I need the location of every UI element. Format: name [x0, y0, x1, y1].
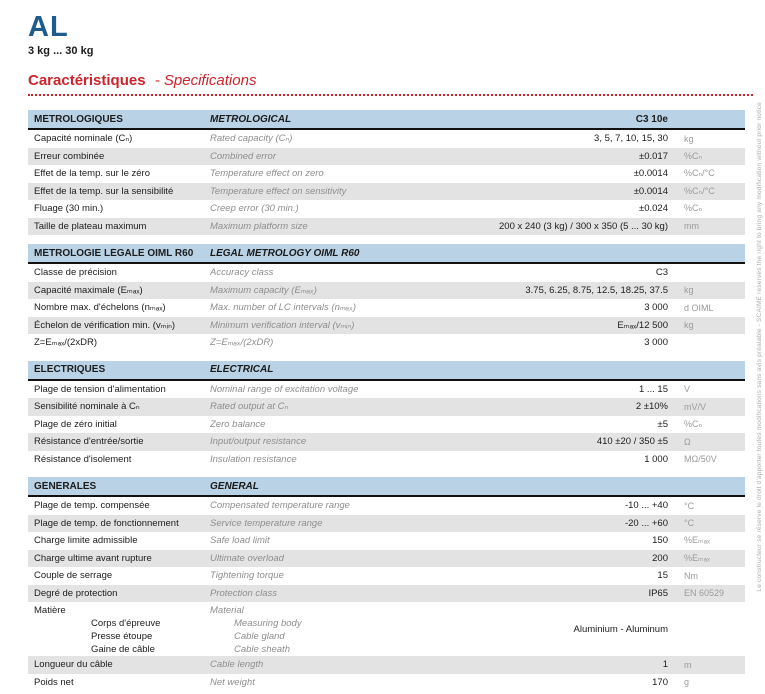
row-label-fr: Échelon de vérification min. (vₘᵢₙ) [34, 319, 176, 331]
row-label-en: Service temperature range [210, 517, 323, 529]
row-label-fr: Fluage (30 min.) [34, 203, 104, 215]
table-row [28, 218, 745, 236]
row-label-en-cell [210, 284, 435, 297]
row-label-en: Rated output at Cₙ [210, 401, 289, 413]
table-row [28, 200, 745, 218]
row-label-en-cell [210, 499, 435, 512]
row-label-fr-cell [28, 418, 210, 431]
row-label-fr-cell [28, 319, 210, 332]
row-sublabel-en: Measuring body [234, 618, 302, 629]
row-label-fr-cell [28, 150, 210, 163]
table-row [28, 433, 745, 451]
row-label-en: Input/output resistance [210, 436, 307, 448]
row-unit: °C [684, 518, 695, 529]
row-label-en: Temperature effect on sensitivity [210, 185, 347, 197]
table-row [28, 567, 745, 585]
row-value: 3.75, 6.25, 8.75, 12.5, 18.25, 37.5 [525, 284, 668, 296]
row-unit: MΩ/50V [684, 454, 717, 465]
row-label-fr-cell [28, 602, 210, 656]
row-label-en-cell [210, 435, 435, 448]
section-header-row [28, 244, 745, 264]
row-unit: %Cₙ [684, 203, 703, 214]
section-title-en: METROLOGICAL [210, 113, 292, 125]
row-value: C3 [655, 267, 668, 279]
row-value: 15 [657, 570, 668, 582]
row-label-fr: Classe de précision [34, 267, 117, 279]
row-value: ±0.0014 [633, 185, 668, 197]
row-unit: d OIML [684, 302, 714, 313]
row-value: 410 ±20 / 350 ±5 [596, 436, 668, 448]
row-label-fr: Couple de serrage [34, 570, 113, 582]
row-unit: kg [684, 320, 694, 331]
row-value: 200 x 240 (3 kg) / 300 x 350 (5 ... 30 kg) [499, 220, 668, 232]
section-title-en: LEGAL METROLOGY OIML R60 [210, 247, 360, 259]
row-label-fr-cell [28, 383, 210, 396]
row-label-en: Rated capacity (Cₙ) [210, 133, 293, 145]
specifications-heading-en: - Specifications [154, 72, 257, 89]
table-row [28, 550, 745, 568]
row-label-en: Zero balance [210, 418, 266, 430]
table-row [28, 674, 745, 692]
row-label-fr-cell [28, 220, 210, 233]
row-label-en: Protection class [210, 587, 278, 599]
row-value: 3 000 [644, 337, 668, 349]
row-label-en-cell [210, 319, 435, 332]
row-label-en: Cable length [210, 659, 264, 671]
row-sublabel-fr: Gaine de câble [91, 644, 155, 655]
row-unit: kg [684, 285, 694, 296]
row-label-en: Combined error [210, 150, 276, 162]
table-row [28, 148, 745, 166]
spec-section [28, 477, 745, 691]
row-value: 150 [652, 535, 668, 547]
row-label-fr-cell [28, 676, 210, 689]
row-label-en: Minimum verification interval (vₘᵢₙ) [210, 319, 355, 331]
row-unit: V [684, 384, 691, 395]
row-sublabel-fr: Corps d'épreuve [91, 618, 161, 629]
row-label-en-cell [210, 602, 435, 656]
table-row [28, 165, 745, 183]
row-label-en: Maximum capacity (Eₘₐₓ) [210, 284, 317, 296]
row-value: ±5 [657, 418, 668, 430]
row-label-en-cell [210, 658, 435, 671]
row-label-fr: Capacité nominale (Cₙ) [34, 133, 133, 145]
row-label-en: Material [210, 605, 244, 616]
row-label-en-cell [210, 202, 435, 215]
row-label-en-cell [210, 418, 435, 431]
row-label-fr: Matière [34, 605, 66, 616]
row-value: 2 ±10% [635, 401, 668, 413]
spec-section [28, 110, 745, 235]
row-label-fr-cell [28, 301, 210, 314]
row-label-en-cell [210, 220, 435, 233]
row-unit: Nm [684, 570, 698, 581]
section-title-fr: MÉTROLOGIE LÉGALE OIML R60 [34, 247, 194, 259]
row-label-fr-cell [28, 517, 210, 530]
row-label-en-cell [210, 569, 435, 582]
row-label-en: Tightening torque [210, 570, 284, 582]
row-unit: %Cₙ/°C [684, 185, 715, 196]
row-sublabel-fr: Presse étoupe [91, 631, 153, 642]
table-row [28, 282, 745, 300]
row-label-fr: Charge ultime avant rupture [34, 552, 152, 564]
section-header-value: C3 10e [635, 113, 668, 125]
table-row [28, 497, 745, 515]
row-label-fr: Poids net [34, 676, 74, 688]
row-label-fr-cell [28, 266, 210, 279]
row-label-fr-cell [28, 658, 210, 671]
row-label-fr-cell [28, 185, 210, 198]
row-unit: m [684, 659, 692, 670]
table-row [28, 602, 745, 656]
section-title-fr: GÉNÉRALES [34, 480, 97, 492]
row-label-fr: Plage de tension d'alimentation [34, 383, 166, 395]
row-label-fr: Effet de la temp. sur la sensibilité [34, 185, 174, 197]
row-label-fr-cell [28, 202, 210, 215]
table-row [28, 264, 745, 282]
row-label-fr-cell [28, 534, 210, 547]
row-label-en: Safe load limit [210, 535, 270, 547]
row-label-fr: Sensibilité nominale à Cₙ [34, 401, 140, 413]
side-note: Le constructeur se réserve le droit d'apporter toutes modifications sans avis préalable - SCAIME reserves the right to bring any modification without prior notice [756, 102, 763, 592]
row-label-en: Net weight [210, 676, 255, 688]
row-label-fr-cell [28, 284, 210, 297]
row-label-fr-cell [28, 400, 210, 413]
row-label-en-cell [210, 167, 435, 180]
row-unit: mm [684, 221, 699, 232]
row-label-en-cell [210, 453, 435, 466]
table-row [28, 381, 745, 399]
row-value: Eₘₐₓ/12 500 [617, 319, 668, 331]
row-label-fr: Nombre max. d'échelons (nₘₐₓ) [34, 302, 166, 314]
spec-section [28, 244, 745, 352]
row-label-en-cell [210, 552, 435, 565]
table-row [28, 130, 745, 148]
row-value: 200 [652, 552, 668, 564]
capacity-range: 3 kg ... 30 kg [28, 45, 94, 57]
row-label-en: Nominal range of excitation voltage [210, 383, 359, 395]
row-value: -10 ... +40 [624, 500, 668, 512]
section-title-fr: MÉTROLOGIQUES [34, 113, 123, 125]
row-label-fr: Capacité maximale (Eₘₐₓ) [34, 284, 143, 296]
table-row [28, 317, 745, 335]
row-label-fr: Effet de la temp. sur le zéro [34, 168, 150, 180]
row-value: 3, 5, 7, 10, 15, 30 [594, 133, 668, 145]
table-row [28, 656, 745, 674]
row-label-fr: Plage de temp. compensée [34, 500, 150, 512]
row-label-fr: Plage de temp. de fonctionnement [34, 517, 179, 529]
section-title-en: ELECTRICAL [210, 364, 274, 375]
row-label-fr-cell [28, 132, 210, 145]
row-value: ±0.024 [639, 203, 668, 215]
row-value: ±0.0014 [633, 168, 668, 180]
table-row [28, 334, 745, 352]
row-label-en: Compensated temperature range [210, 500, 350, 512]
row-label-fr: Erreur combinée [34, 150, 105, 162]
row-label-fr: Résistance d'entrée/sortie [34, 436, 144, 448]
row-label-fr-cell [28, 569, 210, 582]
row-label-fr: Degré de protection [34, 587, 118, 599]
row-label-fr-cell [28, 167, 210, 180]
row-value: 1 000 [644, 453, 668, 465]
row-label-fr: Z=Eₘₐₓ/(2xDR) [34, 337, 97, 349]
section-title-fr: ÉLECTRIQUES [34, 364, 106, 375]
row-unit: %Cₙ [684, 150, 703, 161]
specifications-heading-fr: Caractéristiques [28, 72, 146, 89]
row-unit: %Eₘₐₓ [684, 552, 710, 563]
page-header [0, 0, 765, 57]
row-value: ±0.017 [639, 150, 668, 162]
row-label-en-cell [210, 534, 435, 547]
row-unit: kg [684, 133, 694, 144]
row-label-en: Creep error (30 min.) [210, 203, 299, 215]
row-value: 3 000 [644, 302, 668, 314]
row-unit: %Cₙ/°C [684, 168, 715, 179]
table-row [28, 398, 745, 416]
row-label-fr-cell [28, 336, 210, 349]
row-value: IP65 [648, 587, 668, 599]
table-row [28, 515, 745, 533]
row-label-en: Temperature effect on zero [210, 168, 324, 180]
row-unit: EN 60529 [684, 588, 725, 599]
row-unit: mV/V [684, 401, 707, 412]
table-row [28, 183, 745, 201]
row-label-en: Z=Eₘₐₓ/(2xDR) [210, 337, 274, 349]
table-row [28, 451, 745, 469]
side-note-wrap [756, 0, 763, 694]
product-title: AL [28, 11, 69, 43]
table-row [28, 299, 745, 317]
specifications-heading [28, 72, 753, 96]
row-value: Aluminium - Aluminum [573, 623, 668, 635]
row-label-en-cell [210, 336, 435, 349]
row-unit: g [684, 677, 690, 688]
section-header-row [28, 477, 745, 497]
row-label-en-cell [210, 587, 435, 600]
row-label-fr: Plage de zéro initial [34, 418, 117, 430]
row-unit: °C [684, 500, 695, 511]
row-value: -20 ... +60 [624, 517, 668, 529]
section-title-en: GENERAL [210, 480, 259, 492]
row-label-fr-cell [28, 587, 210, 600]
row-sublabel-en: Cable gland [234, 631, 285, 642]
row-label-fr-cell [28, 453, 210, 466]
section-header-row [28, 361, 745, 381]
row-label-fr-cell [28, 435, 210, 448]
row-label-fr: Longueur du câble [34, 659, 113, 671]
row-label-fr: Taille de plateau maximum [34, 220, 147, 232]
row-unit: Ω [684, 436, 691, 447]
table-row [28, 585, 745, 603]
table-row [28, 532, 745, 550]
section-header-row [28, 110, 745, 130]
spec-section [28, 361, 745, 469]
row-value: 1 [662, 659, 668, 671]
row-label-fr: Charge limite admissible [34, 535, 138, 547]
row-label-en: Ultimate overload [210, 552, 284, 564]
row-label-en-cell [210, 517, 435, 530]
row-label-en: Accuracy class [210, 267, 274, 279]
row-label-en-cell [210, 185, 435, 198]
row-unit: %Cₙ [684, 418, 703, 429]
row-label-en-cell [210, 383, 435, 396]
row-unit: %Eₘₐₓ [684, 535, 710, 546]
row-label-en: Insulation resistance [210, 453, 297, 465]
row-label-en-cell [210, 301, 435, 314]
spec-table [28, 110, 745, 691]
row-label-en: Maximum platform size [210, 220, 308, 232]
row-label-en-cell [210, 400, 435, 413]
row-label-en: Max. number of LC intervals (nₘₐₓ) [210, 302, 356, 314]
row-label-en-cell [210, 676, 435, 689]
row-label-en-cell [210, 150, 435, 163]
row-label-fr: Résistance d'isolement [34, 453, 132, 465]
row-sublabel-en: Cable sheath [234, 644, 290, 655]
row-label-fr-cell [28, 499, 210, 512]
row-value: 170 [652, 676, 668, 688]
row-value: 1 ... 15 [638, 383, 668, 395]
row-label-en-cell [210, 266, 435, 279]
row-label-fr-cell [28, 552, 210, 565]
row-label-en-cell [210, 132, 435, 145]
table-row [28, 416, 745, 434]
